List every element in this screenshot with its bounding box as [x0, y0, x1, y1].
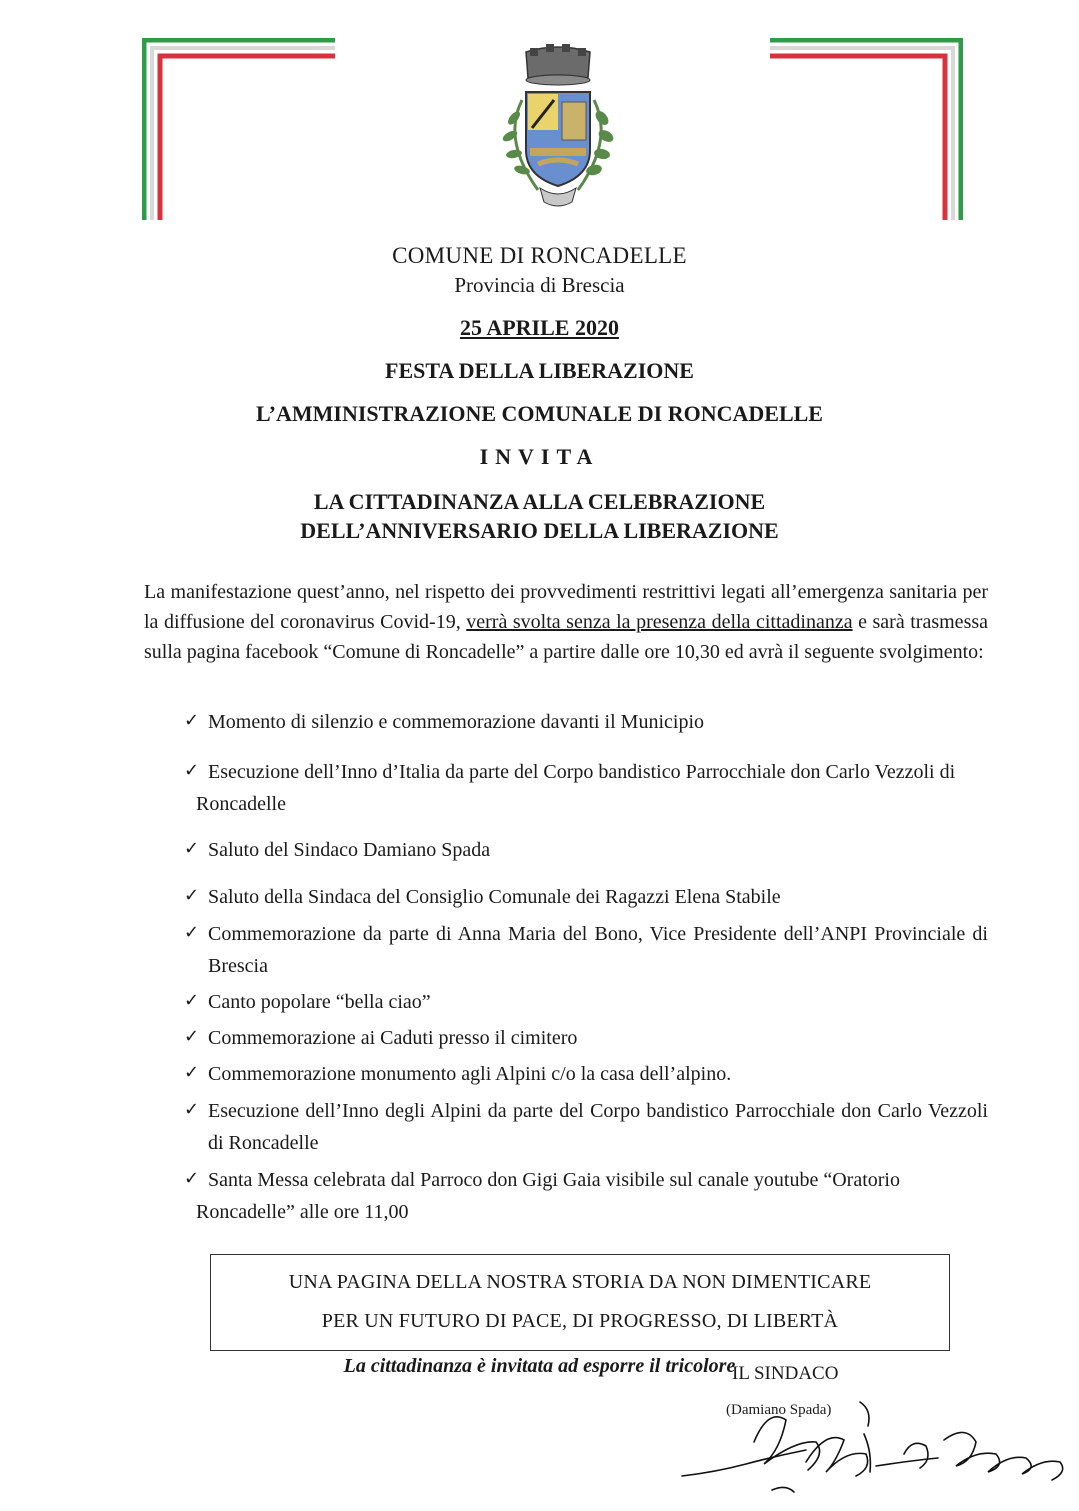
list-item [184, 1164, 988, 1228]
invita-heading: INVITA [479, 444, 600, 469]
list-item-text: Canto popolare “bella ciao” [208, 991, 431, 1013]
list-item [184, 1022, 988, 1054]
provincia-subtitle: Provincia di Brescia [454, 273, 625, 297]
intro-paragraph [144, 577, 988, 667]
comune-title: COMUNE DI RONCADELLE [392, 243, 687, 268]
signatory-title: IL SINDACO [732, 1363, 839, 1384]
motto-line-2: PER UN FUTURO DI PACE, DI PROGRESSO, DI LIBERTÀ [321, 1310, 839, 1332]
list-item [184, 834, 988, 866]
list-item-text: Esecuzione dell’Inno d’Italia da parte del Corpo bandistico Parrocchiale don Carlo Vezzoli di Roncadelle [196, 761, 956, 815]
motto-line-1: UNA PAGINA DELLA NOSTRA STORIA DA NON DIMENTICARE [288, 1271, 872, 1293]
handwritten-signature-icon [676, 1380, 1076, 1505]
list-item [184, 986, 988, 1018]
celebrazione-heading [0, 487, 1079, 545]
tricolore-note: La cittadinanza è invitata ad esporre il tricolore [343, 1355, 736, 1377]
checkmark-icon: ✓ [184, 885, 200, 906]
checkmark-icon: ✓ [184, 1026, 200, 1047]
event-date: 25 APRILE 2020 [460, 315, 619, 340]
tricolore-corner-right [768, 38, 963, 222]
festa-title: FESTA DELLA LIBERAZIONE [385, 358, 694, 383]
amministrazione-heading: L’AMMINISTRAZIONE COMUNALE DI RONCADELLE [256, 401, 823, 426]
intro-text-1: La manifestazione quest’anno, nel rispetto dei provvedimenti restrittivi legati all’emergenza sanitaria per la diffusione del coronavirus Covid-19, [144, 581, 988, 633]
list-item-text: Saluto del Sindaco Damiano Spada [208, 839, 491, 861]
list-item-text: Commemorazione monumento agli Alpini c/o la casa dell’alpino. [208, 1063, 732, 1085]
list-item [184, 1058, 988, 1090]
checkmark-icon: ✓ [184, 1062, 200, 1083]
tricolore-corner-left [142, 38, 337, 222]
signatory-name: (Damiano Spada) [726, 1402, 832, 1418]
list-item-text: Commemorazione ai Caduti presso il cimitero [208, 1027, 578, 1049]
celebrazione-line-1: LA CITTADINANZA ALLA CELEBRAZIONE [313, 489, 766, 514]
list-item [184, 1095, 988, 1159]
list-item-text: Esecuzione dell’Inno degli Alpini da parte del Corpo bandistico Parrocchiale don Carlo Vezzoli di Roncadelle [208, 1100, 988, 1154]
checkmark-icon: ✓ [184, 710, 200, 731]
list-item-text: Santa Messa celebrata dal Parroco don Gigi Gaia visibile sul canale youtube “Oratorio Roncadelle” alle ore 11,00 [196, 1169, 900, 1223]
list-item-text: Momento di silenzio e commemorazione davanti il Municipio [208, 711, 704, 733]
checkmark-icon: ✓ [184, 990, 200, 1011]
checkmark-icon: ✓ [184, 1168, 200, 1189]
list-item [184, 881, 988, 913]
intro-underlined-text: verrà svolta senza la presenza della cittadinanza [466, 611, 853, 633]
celebrazione-line-2: DELL’ANNIVERSARIO DELLA LIBERAZIONE [300, 518, 779, 543]
checkmark-icon: ✓ [184, 838, 200, 859]
motto-box [210, 1254, 950, 1351]
checkmark-icon: ✓ [184, 922, 200, 943]
checkmark-icon: ✓ [184, 760, 200, 781]
list-item [184, 918, 988, 982]
intro-text-2: e sarà trasmessa sulla pagina facebook “Comune di Roncadelle” a partire dalle ore 10,30 ed avrà il seguente svolgimento: [144, 611, 989, 663]
list-item [184, 706, 988, 738]
checkmark-icon: ✓ [184, 1099, 200, 1120]
list-item [184, 756, 988, 820]
municipal-crest-icon [488, 40, 628, 212]
list-item-text: Saluto della Sindaca del Consiglio Comunale dei Ragazzi Elena Stabile [208, 886, 781, 908]
list-item-text: Commemorazione da parte di Anna Maria del Bono, Vice Presidente dell’ANPI Provinciale di Brescia [208, 923, 988, 977]
